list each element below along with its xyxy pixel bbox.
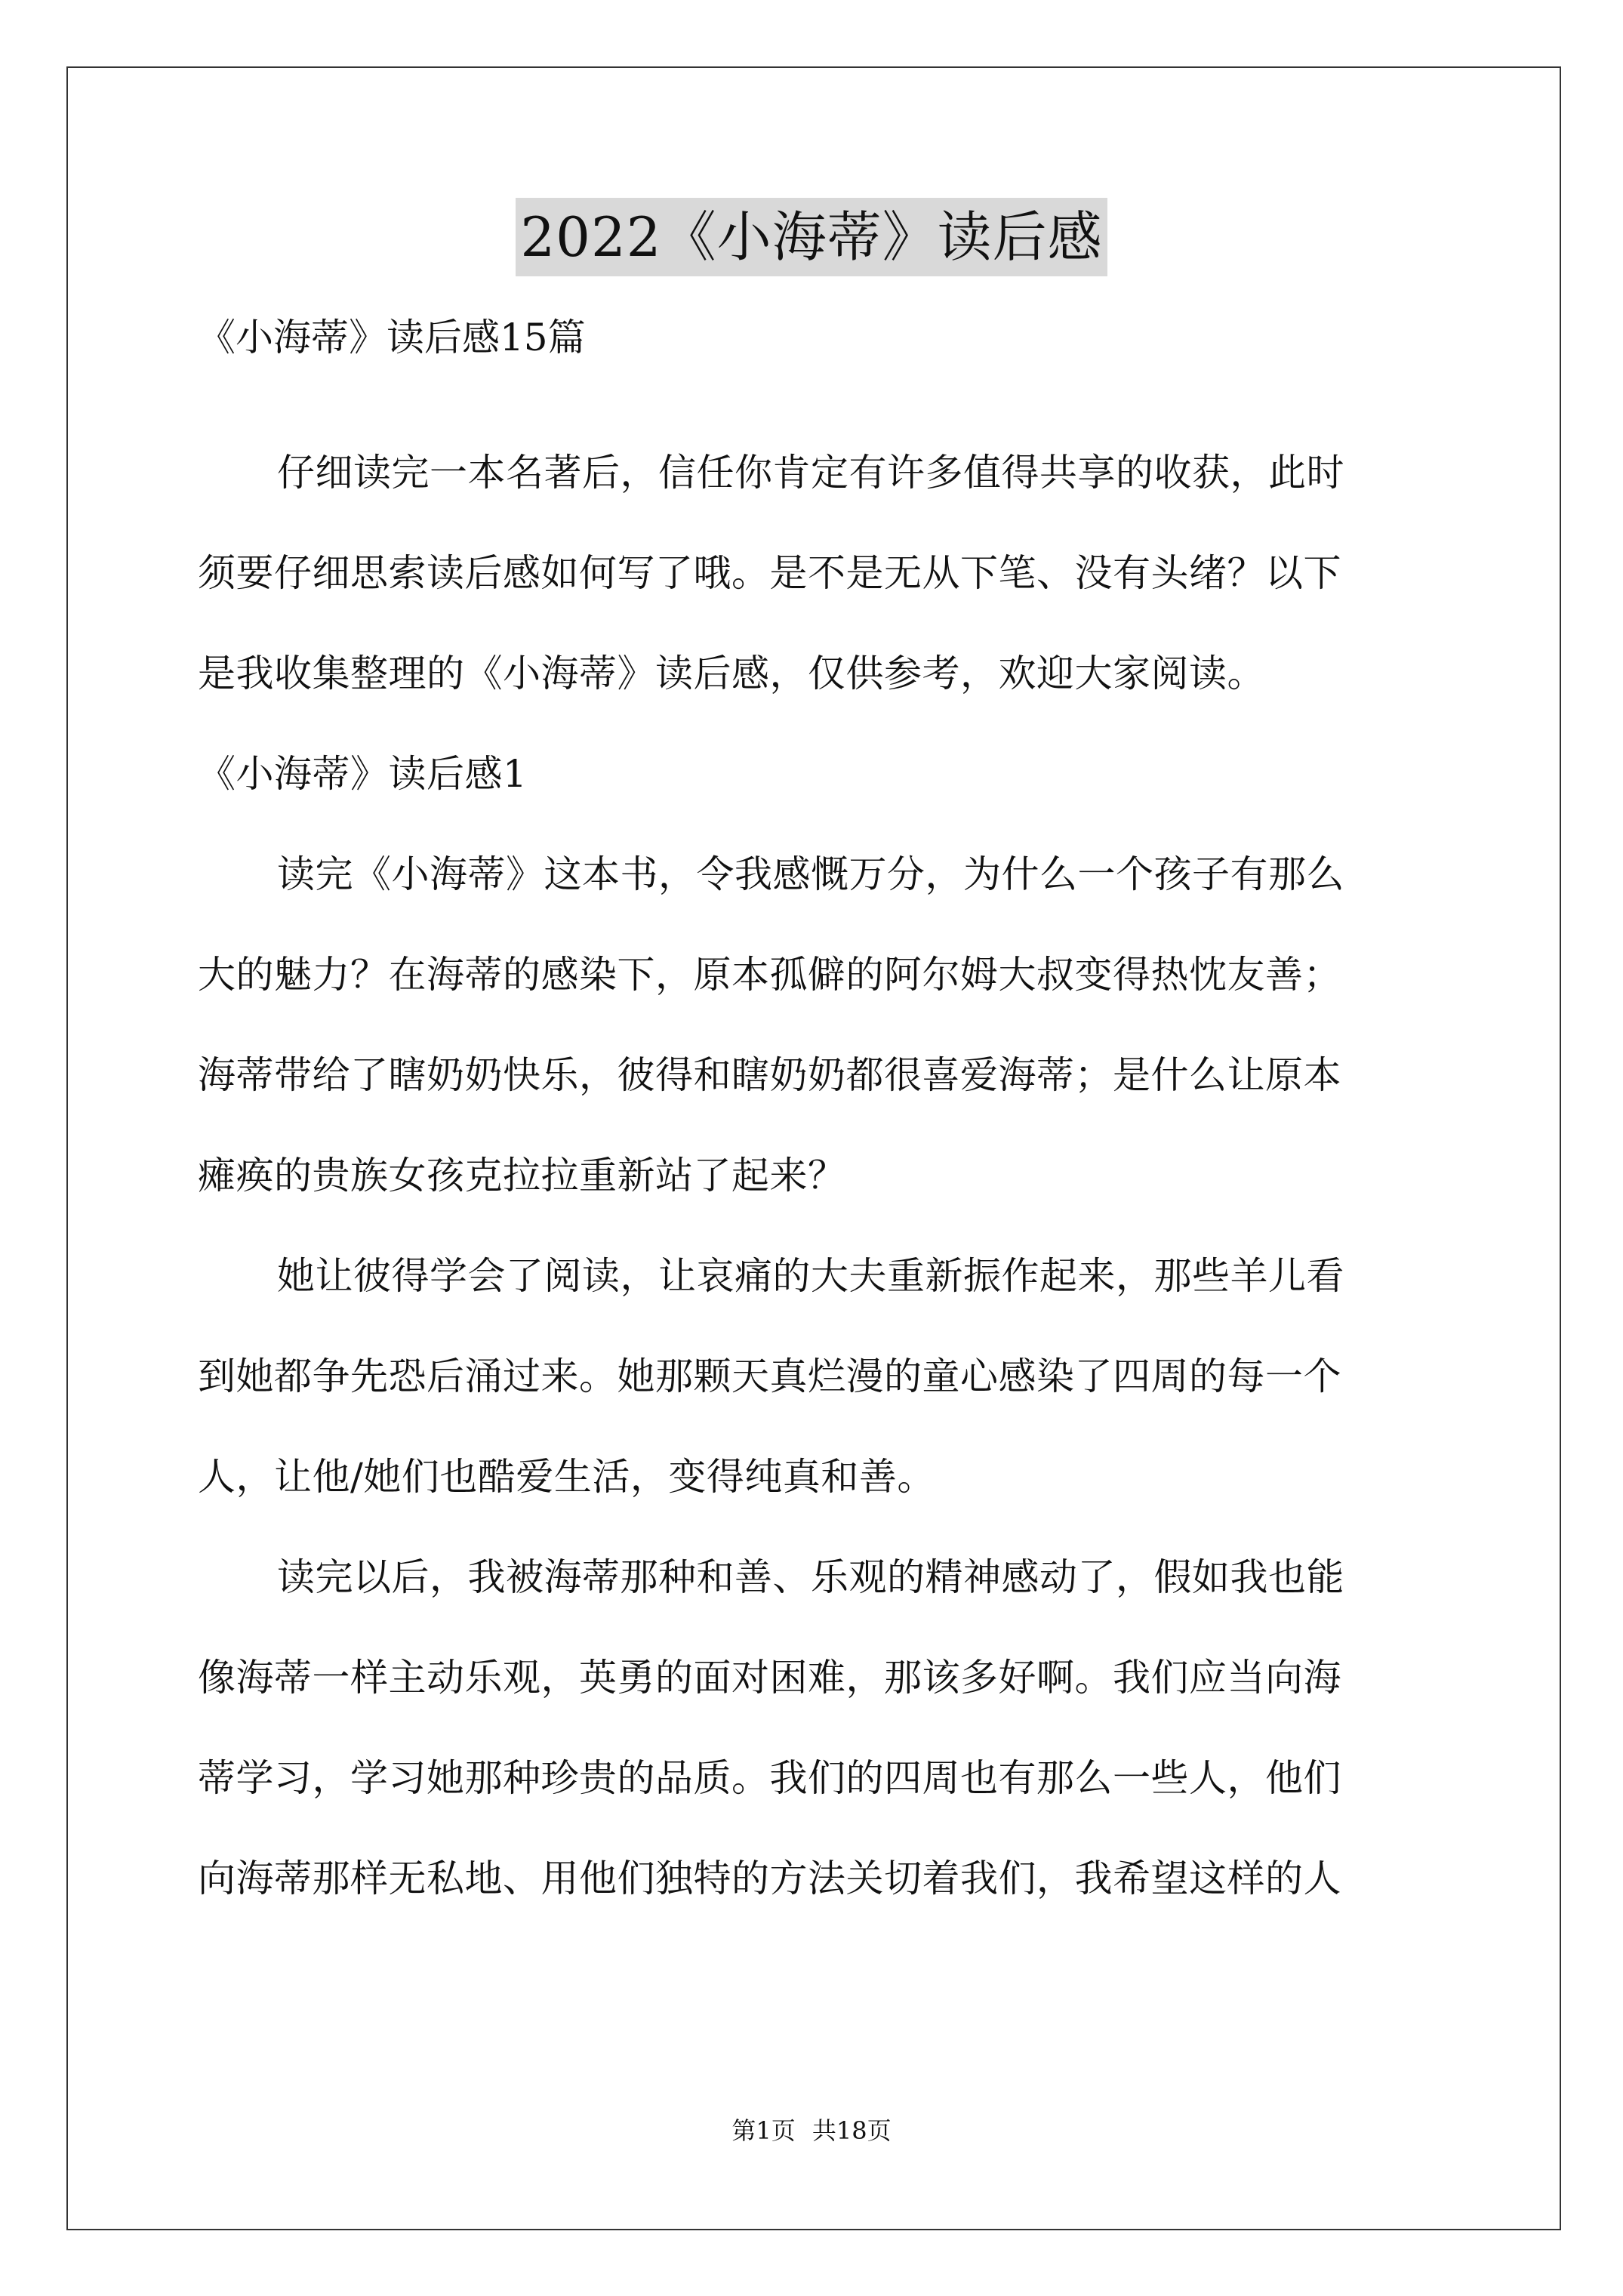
document-subtitle: 《小海蒂》读后感15篇 [198,316,586,359]
paragraph-line: 她让彼得学会了阅读，让哀痛的大夫重新振作起来，那些羊儿看 [277,1254,1344,1298]
paragraph-line: 到她都争先恐后涌过来。她那颗天真烂漫的童心感染了四周的每一个 [198,1354,1341,1398]
intro-paragraph [198,423,1436,724]
page-total: 共18页 [812,2116,892,2145]
page-footer [0,2116,1623,2146]
page-number: 第1页 [731,2116,796,2145]
paragraph-line: 须要仔细思索读后感如何写了哦。是不是无从下笔、没有头绪？以下 [198,551,1341,595]
paragraph-line: 海蒂带给了瞎奶奶快乐，彼得和瞎奶奶都很喜爱海蒂；是什么让原本 [198,1053,1341,1097]
body-paragraph-1 [198,824,1436,1226]
paragraph-line: 像海蒂一样主动乐观，英勇的面对困难，那该多好啊。我们应当向海 [198,1656,1341,1700]
paragraph-line: 读完以后，我被海蒂那种和善、乐观的精神感动了，假如我也能 [277,1555,1344,1599]
body-paragraph-3 [198,1527,1436,1929]
paragraph-line: 读完《小海蒂》这本书，令我感慨万分，为什么一个孩子有那么 [277,852,1344,896]
title-wrap [0,198,1623,276]
document-title: 2022《小海蒂》读后感 [516,198,1107,276]
paragraph-line: 向海蒂那样无私地、用他们独特的方法关切着我们，我希望这样的人 [198,1857,1341,1900]
paragraph-line: 是我收集整理的《小海蒂》读后感，仅供参考，欢迎大家阅读。 [198,652,1265,695]
paragraph-line: 大的魅力？在海蒂的感染下，原本孤僻的阿尔姆大叔变得热忱友善； [198,953,1341,997]
section-heading: 《小海蒂》读后感1 [198,752,528,796]
paragraph-line: 仔细读完一本名著后，信任你肯定有许多值得共享的收获，此时 [277,451,1344,495]
body-paragraph-2 [198,1226,1436,1527]
paragraph-line: 瘫痪的贵族女孩克拉拉重新站了起来？ [198,1154,846,1197]
paragraph-line: 蒂学习，学习她那种珍贵的品质。我们的四周也有那么一些人，他们 [198,1756,1341,1800]
paragraph-line: 人，让他/她们也酷爱生活，变得纯真和善。 [198,1455,935,1499]
document-body [198,310,1436,1929]
